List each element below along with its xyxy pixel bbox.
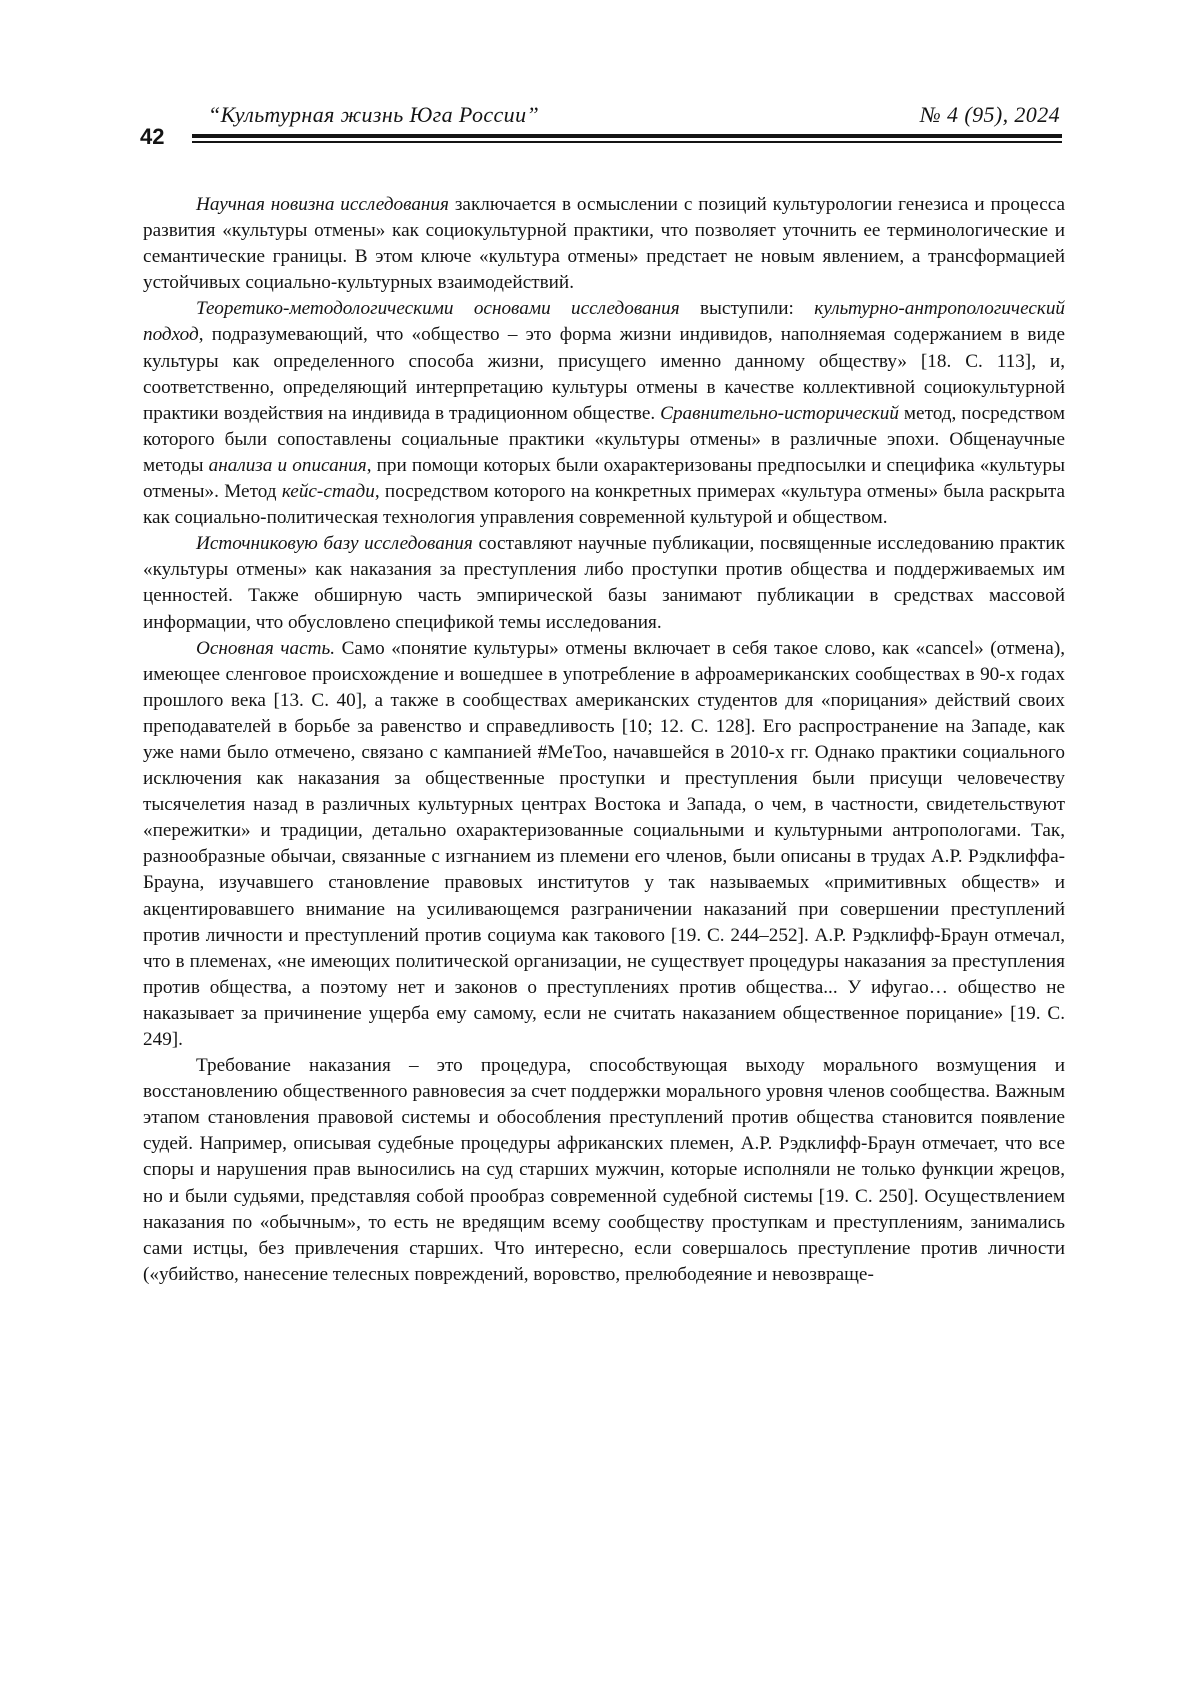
- issue-number: № 4 (95), 2024: [920, 102, 1060, 127]
- italic-term: анализа и описания: [208, 454, 367, 476]
- italic-term: Источниковую базу исследования: [196, 533, 473, 555]
- paragraph-text: , посредством которого на конкретных примерах «культура отмены» была раскрыта как социально-политическая технология управления современной культурой и обществом.: [143, 481, 1065, 529]
- article-body: [143, 192, 1065, 1288]
- paragraph-methodology: [143, 296, 1065, 531]
- paragraph-text: Требование наказания – это процедура, способствующая выходу морального возмущения и восстановлению общественного равновесия за счет поддержки морального уровня членов сообщества. Важным этапом становления правовой системы и обособления преступлений против общества становится появление судей. Например, описывая судебные процедуры африканских племен, А.Р. Рэдклифф-Браун отмечает, что все споры и нарушения прав выносились на суд старших мужчин, которые исполняли не только функции жрецов, но и были судьями, представляя собой прообраз современной судебной системы [19. С. 250]. Осуществлением наказания по «обычным», то есть не вредящим всему сообществу проступкам и преступлениям, занимались сами истцы, без привлечения старших. Что интересно, если совершалось преступление против личности («убийство, нанесение телесных повреждений, воровство, прелюбодеяние и невозвраще-: [143, 1055, 1065, 1285]
- paragraph-main-part: [143, 636, 1065, 1054]
- paragraph-text: выступили:: [679, 298, 815, 320]
- paragraph-sources: [143, 531, 1065, 635]
- paragraph-text: , подразумевающий, что «общество – это форма жизни индивидов, наполняемая содержанием в виде культуры как определенного способа жизни, присущего именно данному обществу» [18. С. 113], и, соответственно, определяющий интерпретацию культуры отмены в качестве коллективной социокультурной практики воздействия на индивида в традиционном обществе.: [143, 324, 1065, 424]
- paragraph-punishment: [143, 1053, 1065, 1288]
- italic-term: кейс-стади: [281, 481, 375, 503]
- header-rule-thick: [192, 134, 1062, 138]
- paragraph-text: Само «понятие культуры» отмены включает в себя такое слово, как «cancel» (отмена), имеющее сленговое происхождение и вошедшее в употребление в афроамериканских сообществах в 90-х годах прошлого века [13. С. 40], а также в сообществах американских студентов для «порицания» действий своих преподавателей в борьбе за равенство и справедливость [10; 12. С. 128]. Его распространение на Западе, как уже нами было отмечено, связано с кампанией #MeToo, начавшейся в 2010-х гг. Однако практики социального исключения как наказания за общественные проступки и преступления были присущи человечеству тысячелетия назад в различных культурных центрах Востока и Запада, о чем, в частности, свидетельствуют «пережитки» и традиции, детально охарактеризованные социальными и культурными антропологами. Так, разнообразные обычаи, связанные с изгнанием из племени его членов, были описаны в трудах А.Р. Рэдклиффа-Брауна, изучавшего становление правовых институтов у так называемых «примитивных обществ» и акцентировавшего внимание на усиливающемся разграничении наказаний при совершении преступлений против личности и преступлений против социума как такового [19. С. 244–252]. А.Р. Рэдклифф-Браун отмечал, что в племенах, «не имеющих политической организации, не существует процедуры наказания за преступления против общества, а поэтому нет и законов о преступлениях против общества... У ифугао… общество не наказывает за причинение ущерба ему самому, если не считать наказанием общественное порицание» [19. С. 249].: [143, 637, 1065, 1050]
- paragraph-text: заключается в осмыслении с позиций культурологии генезиса и процесса развития «культуры отмены» как социокультурной практики, что позволяет уточнить ее терминологические и семантические границы. В этом ключе «культура отмены» предстает не новым явлением, а трансформацией устойчивых социально-культурных взаимодействий.: [143, 194, 1065, 294]
- page-header: [140, 102, 1070, 152]
- header-rule-thin: [192, 141, 1062, 143]
- italic-term: Сравнительно-исторический: [660, 402, 899, 424]
- italic-term: Научная новизна исследования: [196, 194, 449, 215]
- italic-term: культурно-антропологический подход: [143, 298, 1066, 346]
- paragraph-text: составляют научные публикации, посвященные исследованию практик «культуры отмены» как наказания за преступления либо проступки против общества и поддерживаемых им ценностей. Также обширную часть эмпирической базы занимают публикации в средствах массовой информации, что обусловлено спецификой темы исследования.: [143, 533, 1065, 633]
- paragraph-text: , при помощи которых были охарактеризованы предпосылки и специфика «культуры отмены». Метод: [143, 454, 1065, 503]
- page-number: 42: [140, 124, 165, 149]
- paragraph-text: метод, посредством которого были сопоставлены социальные практики «культуры отмены» в различные эпохи. Общенаучные методы: [143, 402, 1065, 476]
- italic-term: Основная часть.: [196, 637, 336, 659]
- paragraph-novelty: [143, 192, 1065, 296]
- italic-term: Теоретико-методологическими основами исследования: [196, 298, 680, 320]
- journal-title: “Культурная жизнь Юга России”: [208, 102, 540, 127]
